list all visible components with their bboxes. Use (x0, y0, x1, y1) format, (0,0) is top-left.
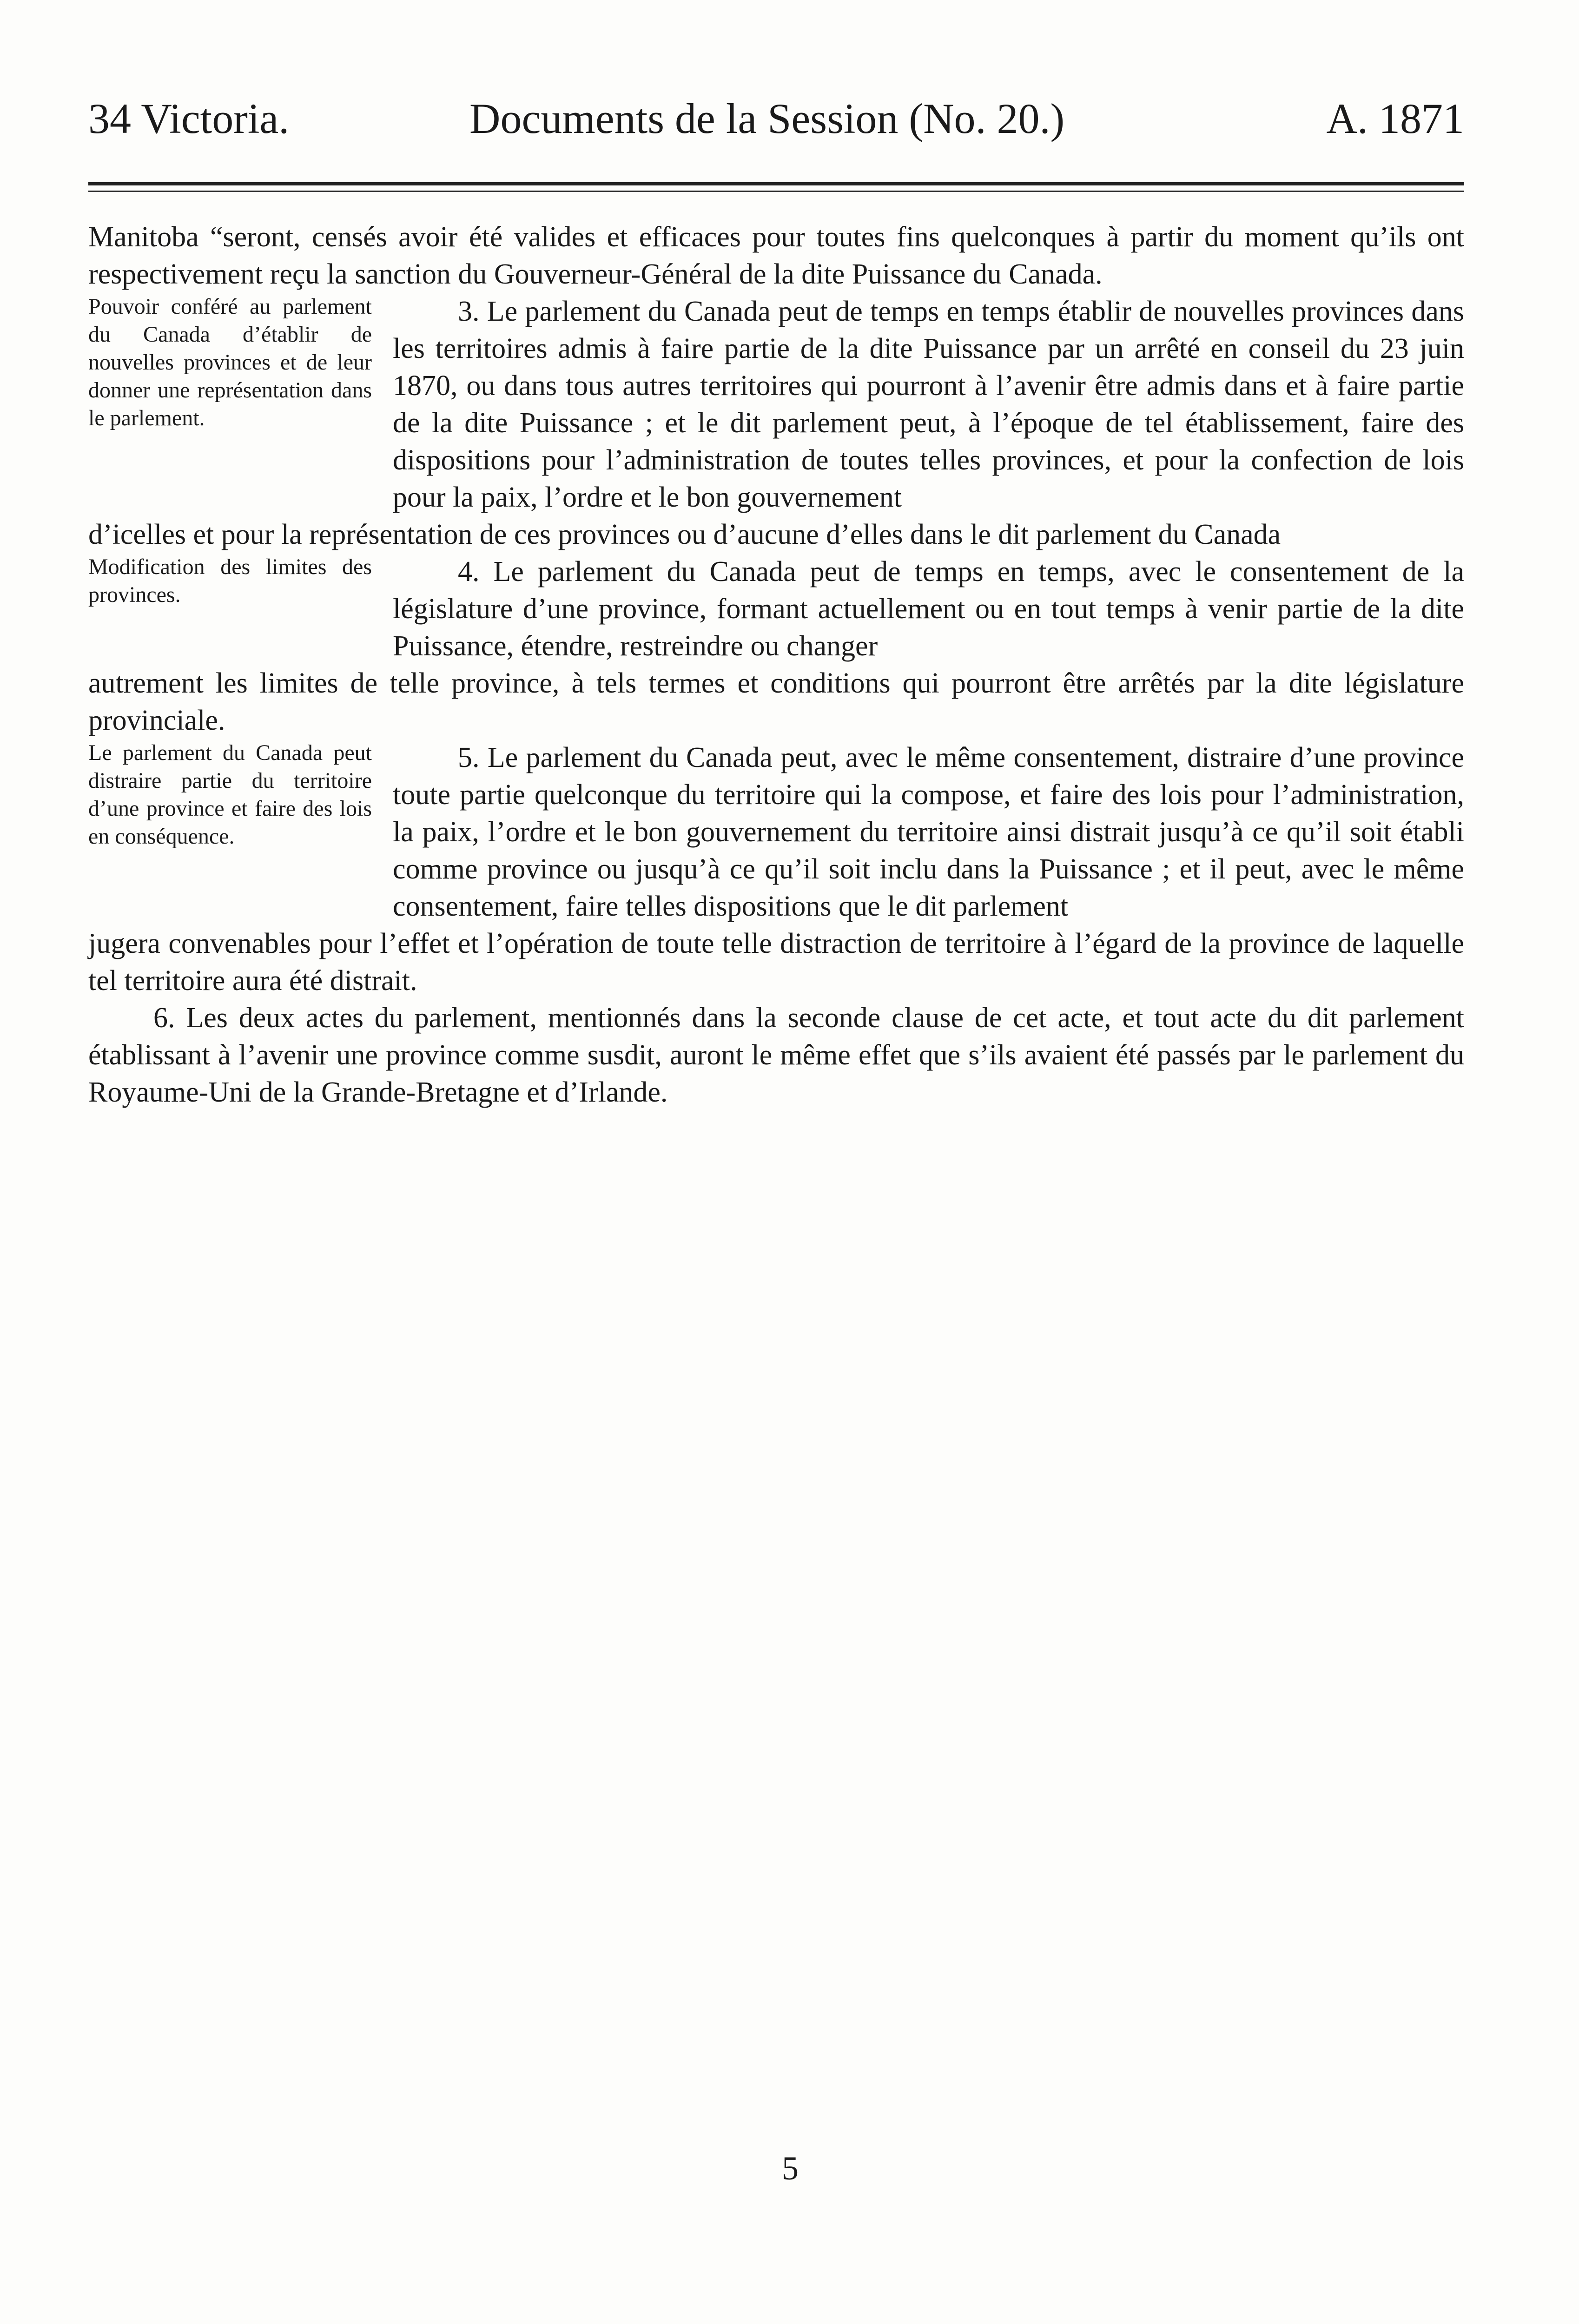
section-5-body: 5. Le parlement du Canada peut, avec le même consentement, distraire d’une province toute partie quelconque du territoire qui la compose, et faire des lois pour l’administration, la paix, l’ordre et le bon gouvernement du territoire ainsi distrait jusqu’à ce qu’il soit établi comme province ou jusqu’à ce qu’il soit inclu dans la Puissance ; et il peut, avec le même consentement, faire telles dispositions que le dit parlement (393, 742, 1464, 922)
header-regnal-year: 34 Victoria. (88, 95, 290, 142)
sidenote-section-5: Le parlement du Canada peut distraire partie du territoire d’une province et faire des lois en conséquence. (88, 740, 372, 849)
section-4-body: 4. Le parlement du Canada peut de temps en temps, avec le consentement de la législature d’une province, formant actuellement ou en tout temps à venir partie de la dite Puissance, étendre, restreindre ou changer (393, 556, 1464, 662)
section-5 (88, 739, 1464, 999)
page-number: 5 (782, 2150, 799, 2187)
opening-paragraph: Manitoba “seront, censés avoir été valides et efficaces pour toutes fins quelconques à partir du moment qu’ils ont respectivement reçu la sanction du Gouverneur-Général de la dite Puissance du Canada. (88, 221, 1464, 290)
header-rule-thin (88, 191, 1464, 192)
sidenote-section-4: Modification des limites des provinces. (88, 555, 372, 607)
header-rule-thick (88, 182, 1464, 185)
document-body (88, 218, 1464, 1111)
running-header (88, 84, 1464, 153)
sidenote-section-3: Pouvoir conféré au parlement du Canada d’établir de nouvelles provinces et de leur donner une représentation dans le parlement. (88, 294, 372, 430)
section-4-continuation: autrement les limites de telle province, à tels termes et conditions qui pourront être arrêtés par la dite législature provinciale. (88, 667, 1464, 736)
section-6-paragraph: 6. Les deux actes du parlement, mentionnés dans la seconde clause de cet acte, et tout acte du dit parlement établissant à l’avenir une province comme susdit, auront le même effet que s’ils avaient été passés par le parlement du Royaume-Uni de la Grande-Bretagne et d’Irlande. (88, 1002, 1464, 1108)
section-3-continuation: d’icelles et pour la représentation de ces provinces ou d’aucune d’elles dans le dit parlement du Canada (88, 519, 1281, 550)
header-title: Documents de la Session (No. 20.) (469, 95, 1065, 142)
section-3 (88, 293, 1464, 553)
section-3-body: 3. Le parlement du Canada peut de temps en temps établir de nouvelles provinces dans les territoires admis à faire partie de la dite Puissance par un arrêté en conseil du 23 juin 1870, ou dans tous autres territoires qui pourront à l’avenir être admis dans et à faire partie de la dite Puissance ; et le dit parlement peut, à l’époque de tel établissement, faire des dispositions pour l’administration de toutes telles provinces, et pour la confection de lois pour la paix, l’ordre et le bon gouvernement (393, 296, 1464, 513)
header-year: A. 1871 (1326, 95, 1464, 142)
section-5-continuation: jugera convenables pour l’effet et l’opération de toute telle distraction de territoire à l’égard de la province de laquelle tel territoire aura été distrait. (88, 928, 1464, 997)
section-4 (88, 553, 1464, 739)
